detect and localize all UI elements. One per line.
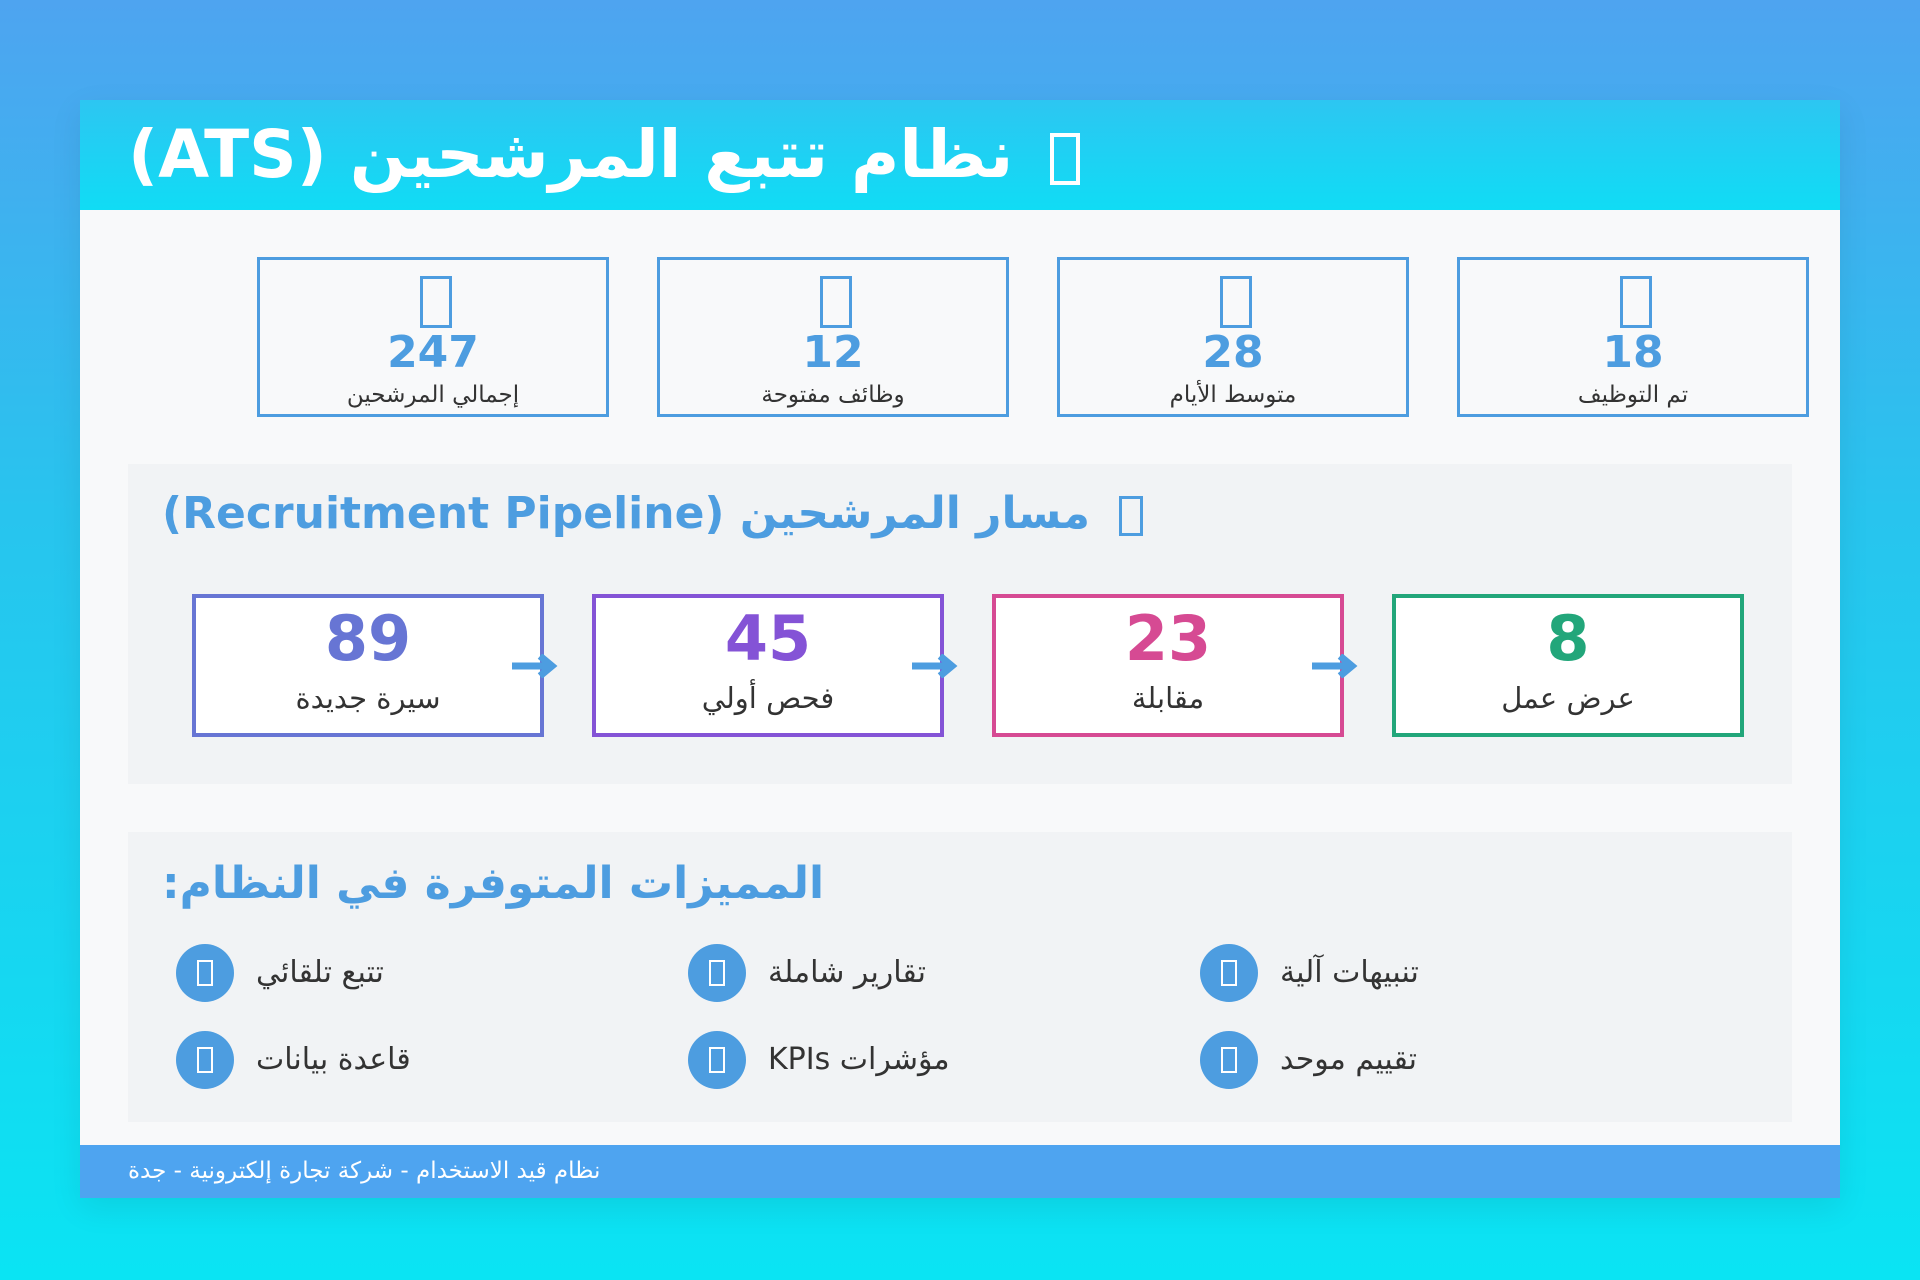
briefcase-icon bbox=[820, 276, 852, 328]
tracking-icon bbox=[176, 944, 234, 1002]
feature-label: تتبع تلقائي bbox=[256, 955, 384, 990]
stage-interview[interactable] bbox=[992, 594, 1344, 737]
chart-icon bbox=[688, 1031, 746, 1089]
star-icon bbox=[1200, 1031, 1258, 1089]
stage-label: فحص أولي bbox=[701, 681, 835, 715]
stage-count: 8 bbox=[1546, 602, 1590, 675]
stage-label: سيرة جديدة bbox=[295, 681, 441, 715]
feature-kpis bbox=[688, 1031, 1168, 1089]
stage-job-offer[interactable] bbox=[1392, 594, 1744, 737]
database-icon bbox=[176, 1031, 234, 1089]
stat-label: متوسط الأيام bbox=[1169, 382, 1297, 408]
stage-label: مقابلة bbox=[1131, 681, 1205, 715]
header-bar bbox=[80, 100, 1840, 210]
feature-label: تقييم موحد bbox=[1280, 1042, 1417, 1077]
arrow-right-icon bbox=[912, 654, 960, 678]
feature-label: تقارير شاملة bbox=[768, 955, 926, 990]
stage-new-cv[interactable] bbox=[192, 594, 544, 737]
calendar-icon bbox=[1220, 276, 1252, 328]
stat-total-candidates bbox=[257, 257, 609, 417]
stat-hired bbox=[1457, 257, 1809, 417]
feature-unified-evaluation bbox=[1200, 1031, 1680, 1089]
footer-text: نظام قيد الاستخدام - شركة تجارة إلكترونية - جدة bbox=[128, 1158, 601, 1184]
check-icon bbox=[1620, 276, 1652, 328]
arrow-right-icon bbox=[1312, 654, 1360, 678]
bell-icon bbox=[1200, 944, 1258, 1002]
page-title: نظام تتبع المرشحين (ATS) bbox=[128, 100, 1528, 210]
stat-average-days bbox=[1057, 257, 1409, 417]
feature-auto-alerts bbox=[1200, 944, 1680, 1002]
stat-value: 18 bbox=[1602, 327, 1664, 378]
briefcase-icon bbox=[1050, 133, 1080, 185]
stat-value: 247 bbox=[387, 327, 479, 378]
report-icon bbox=[688, 944, 746, 1002]
features-panel bbox=[128, 832, 1792, 1122]
stat-label: تم التوظيف bbox=[1577, 382, 1689, 408]
feature-comprehensive-reports bbox=[688, 944, 1168, 1002]
stat-label: إجمالي المرشحين bbox=[346, 382, 520, 408]
features-title: المميزات المتوفرة في النظام: bbox=[162, 858, 825, 909]
pipeline-panel bbox=[128, 464, 1792, 784]
pipeline-icon bbox=[1119, 496, 1143, 536]
ats-card bbox=[80, 100, 1840, 1198]
feature-auto-tracking bbox=[176, 944, 656, 1002]
stat-value: 12 bbox=[802, 327, 864, 378]
stage-label: عرض عمل bbox=[1501, 681, 1635, 715]
arrow-right-icon bbox=[512, 654, 560, 678]
feature-database bbox=[176, 1031, 656, 1089]
feature-label: تنبيهات آلية bbox=[1280, 955, 1419, 990]
stat-label: وظائف مفتوحة bbox=[761, 382, 905, 408]
stat-value: 28 bbox=[1202, 327, 1264, 378]
stage-count: 45 bbox=[724, 602, 812, 675]
people-icon bbox=[420, 276, 452, 328]
stat-open-jobs bbox=[657, 257, 1009, 417]
stage-count: 23 bbox=[1124, 602, 1212, 675]
feature-label: قاعدة بيانات bbox=[256, 1042, 411, 1077]
stage-initial-screening[interactable] bbox=[592, 594, 944, 737]
pipeline-title: مسار المرشحين (Recruitment Pipeline) bbox=[162, 484, 1143, 544]
feature-label: مؤشرات KPIs bbox=[768, 1042, 950, 1077]
footer-bar bbox=[80, 1145, 1840, 1198]
stage-count: 89 bbox=[324, 602, 412, 675]
